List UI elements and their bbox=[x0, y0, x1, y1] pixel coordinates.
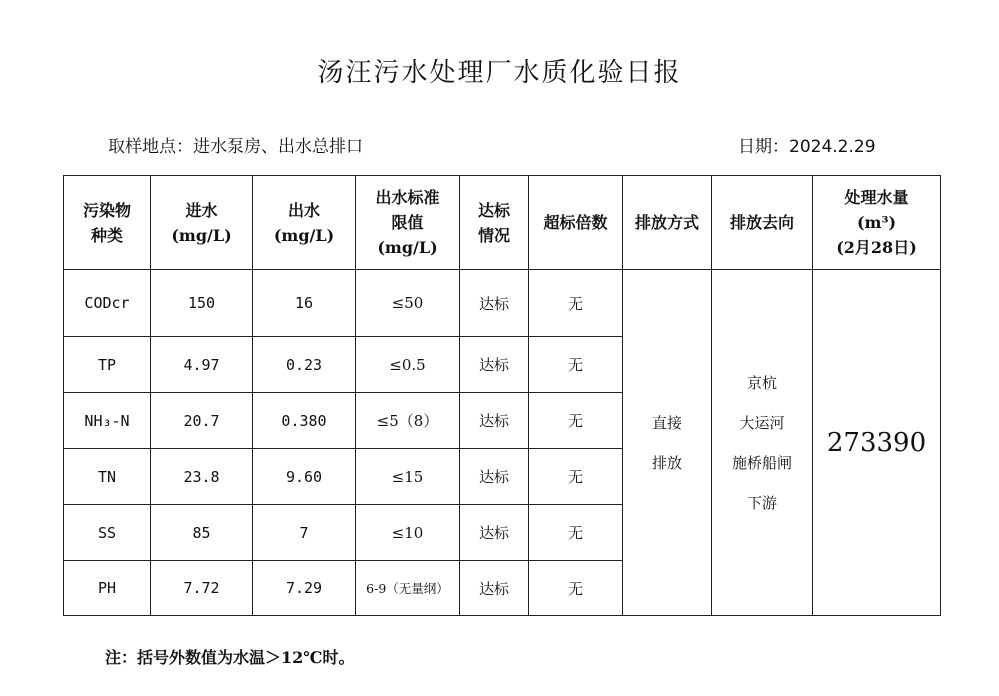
outflow-cell: 9.60 bbox=[253, 449, 356, 505]
header-volume: 处理水量 (m³) (2月28日) bbox=[813, 176, 941, 270]
header-limit: 出水标准 限值 (mg/L) bbox=[356, 176, 460, 270]
limit-cell: ≤10 bbox=[356, 505, 460, 561]
exceed-cell: 无 bbox=[529, 561, 623, 616]
exceed-cell: 无 bbox=[529, 393, 623, 449]
exceed-cell: 无 bbox=[529, 505, 623, 561]
pollutant-cell: SS bbox=[64, 505, 151, 561]
pollutant-cell: TP bbox=[64, 337, 151, 393]
outflow-cell: 0.380 bbox=[253, 393, 356, 449]
report-title: 汤汪污水处理厂水质化验日报 bbox=[317, 58, 682, 88]
sampling-location: 取样地点：进水泵房、出水总排口 bbox=[108, 137, 363, 157]
header-pollutant: 污染物 种类 bbox=[64, 176, 151, 270]
outflow-cell: 7.29 bbox=[253, 561, 356, 616]
status-cell: 达标 bbox=[460, 337, 529, 393]
header-discharge-method: 排放方式 bbox=[623, 176, 712, 270]
limit-cell: ≤15 bbox=[356, 449, 460, 505]
status-cell: 达标 bbox=[460, 561, 529, 616]
outflow-cell: 0.23 bbox=[253, 337, 356, 393]
inflow-cell: 7.72 bbox=[151, 561, 253, 616]
inflow-cell: 20.7 bbox=[151, 393, 253, 449]
footnote: 注：括号外数值为水温＞12℃时。 bbox=[105, 648, 355, 667]
pollutant-cell: CODcr bbox=[64, 270, 151, 337]
limit-cell: ≤5（8） bbox=[356, 393, 460, 449]
water-quality-table bbox=[63, 175, 941, 616]
exceed-cell: 无 bbox=[529, 449, 623, 505]
discharge-dest-cell: 京杭 大运河 施桥船闸 下游 bbox=[712, 270, 813, 616]
report-date: 日期：2024.2.29 bbox=[738, 137, 876, 157]
pollutant-cell: TN bbox=[64, 449, 151, 505]
limit-cell: ≤0.5 bbox=[356, 337, 460, 393]
pollutant-cell: PH bbox=[64, 561, 151, 616]
inflow-cell: 85 bbox=[151, 505, 253, 561]
header-discharge-dest: 排放去向 bbox=[712, 176, 813, 270]
inflow-cell: 150 bbox=[151, 270, 253, 337]
header-outflow: 出水 (mg/L) bbox=[253, 176, 356, 270]
exceed-cell: 无 bbox=[529, 337, 623, 393]
volume-value-cell: 273390 bbox=[813, 270, 941, 616]
outflow-cell: 16 bbox=[253, 270, 356, 337]
status-cell: 达标 bbox=[460, 393, 529, 449]
exceed-cell: 无 bbox=[529, 270, 623, 337]
limit-cell: ≤50 bbox=[356, 270, 460, 337]
status-cell: 达标 bbox=[460, 505, 529, 561]
header-row bbox=[64, 176, 941, 270]
status-cell: 达标 bbox=[460, 270, 529, 337]
status-cell: 达标 bbox=[460, 449, 529, 505]
table-row bbox=[64, 270, 941, 337]
header-inflow: 进水 (mg/L) bbox=[151, 176, 253, 270]
limit-cell: 6-9（无量纲） bbox=[356, 561, 460, 616]
discharge-method-cell: 直接 排放 bbox=[623, 270, 712, 616]
header-exceed: 超标倍数 bbox=[529, 176, 623, 270]
pollutant-cell: NH₃-N bbox=[64, 393, 151, 449]
header-status: 达标 情况 bbox=[460, 176, 529, 270]
inflow-cell: 23.8 bbox=[151, 449, 253, 505]
outflow-cell: 7 bbox=[253, 505, 356, 561]
inflow-cell: 4.97 bbox=[151, 337, 253, 393]
